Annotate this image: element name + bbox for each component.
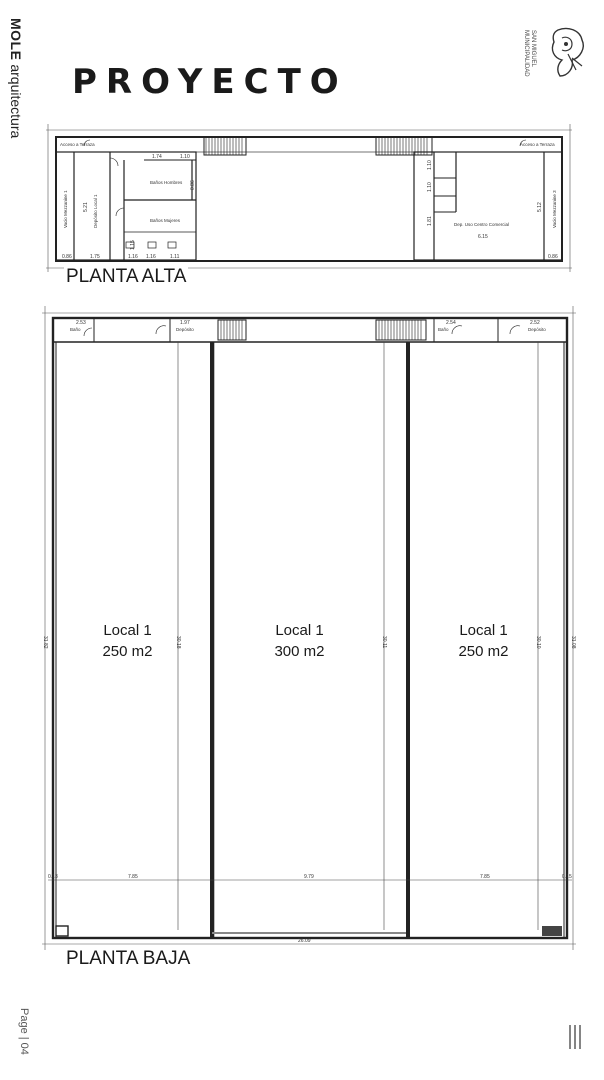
dim-label: 7.85 [128, 874, 138, 880]
banos-hombres-label: Baños Hombres [150, 180, 183, 185]
dim-label: 31.08 [570, 636, 576, 649]
dim-label: 0.13 [48, 874, 58, 880]
dim-label: 2.54 [446, 320, 456, 326]
vacio-right-label: Vacio Mezzanine 3 [552, 190, 557, 228]
deposito-left-label: Depósito [176, 327, 194, 332]
vacio-left-label: Vacio Mezzanine 1 [63, 190, 68, 228]
stair-right-baja [376, 320, 426, 340]
deposito-right-label: Depósito [528, 327, 546, 332]
dim-label: 1.16 [128, 254, 138, 260]
brand-bold: MOLE [8, 18, 24, 61]
bano-left-label: Baño [70, 327, 81, 332]
dim-label: 6.15 [478, 234, 488, 240]
acceso-right-label: Acceso a Terraza [520, 142, 555, 147]
dim-label: 1.81 [427, 216, 433, 226]
bano-right-label: Baño [438, 327, 449, 332]
local-left-area: 250 m2 [102, 643, 153, 660]
dim-label: 30.11 [381, 636, 387, 649]
dep-uso-label: Dep. Uso Centro Comercial [454, 222, 510, 227]
dim-label: 2.53 [76, 320, 86, 326]
dim-label: 9.79 [304, 874, 314, 880]
dim-label: 1.10 [427, 160, 433, 170]
dim-label: 26.09 [298, 938, 311, 944]
dim-label: 1.11 [170, 254, 180, 260]
brand-light: arquitectura [8, 60, 24, 139]
local-right-name: Local 1 [459, 622, 508, 639]
planta-alta-label: PLANTA ALTA [66, 266, 187, 287]
banos-mujeres-label: Baños Mujeres [150, 218, 181, 223]
dim-label: 0.86 [190, 180, 196, 190]
acceso-left-label: Acceso a Terraza [60, 142, 95, 147]
dim-label: 7.85 [480, 874, 490, 880]
dim-label: 0.86 [62, 254, 72, 260]
page-title: PROYECTO [72, 62, 348, 102]
dim-label: 5.21 [83, 202, 89, 212]
local-left [80, 620, 175, 662]
dim-label: 1.75 [90, 254, 100, 260]
dim-label: 1.16 [146, 254, 156, 260]
dim-label: 31.82 [42, 636, 48, 649]
dim-label: 0.86 [548, 254, 558, 260]
deposito-local-label: Depósito Local 1 [93, 194, 98, 228]
dim-label: 1.10 [427, 182, 433, 192]
dim-label: 1.15 [130, 240, 136, 250]
local-mid [252, 620, 347, 662]
planta-baja-label: PLANTA BAJA [66, 948, 191, 969]
dim-label: 5.12 [537, 202, 543, 212]
page-number: Page | 04 [18, 1008, 30, 1055]
local-right [436, 620, 531, 662]
stair-left-baja [218, 320, 246, 340]
dim-label: 2.52 [530, 320, 540, 326]
dim-label: 0.15 [562, 874, 572, 880]
menu-bars-icon [568, 1024, 582, 1050]
dim-label: 30.10 [535, 636, 541, 649]
local-left-name: Local 1 [103, 622, 152, 639]
local-right-area: 250 m2 [458, 643, 509, 660]
logo-line1: SAN MIGUEL [530, 30, 536, 68]
dim-label: 1.10 [180, 154, 190, 160]
logo-line2: MUNICIPALIDAD [523, 30, 529, 77]
local-mid-area: 300 m2 [274, 643, 325, 660]
dim-label: 30.18 [175, 636, 181, 649]
dim-label: 1.97 [180, 320, 190, 326]
dim-label: 1.74 [152, 154, 162, 160]
local-mid-name: Local 1 [275, 622, 324, 639]
